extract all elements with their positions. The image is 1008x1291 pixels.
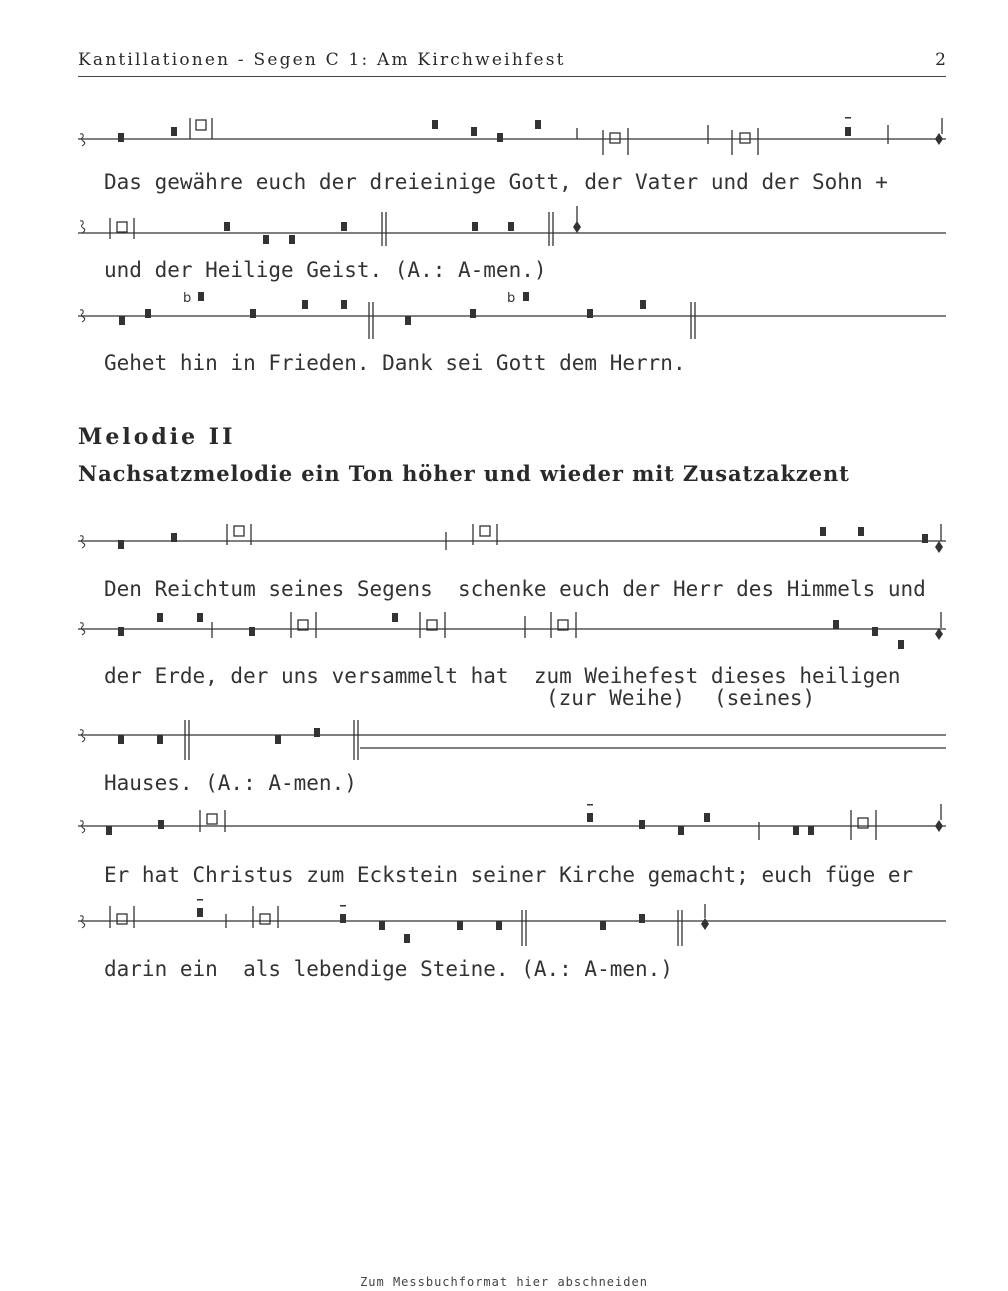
neume-group [227, 524, 941, 550]
page-number: 2 [935, 50, 946, 70]
neume-group [119, 292, 646, 325]
neume-group [200, 804, 941, 840]
lyric-line: der Erde, der uns versammelt hat zum Weihefest dieses heiligen [104, 664, 901, 688]
chant-staff-5 [0, 604, 1008, 654]
lyric-line: und der Heilige Geist. (A.: A-men.) [104, 258, 547, 282]
staff-line [78, 735, 946, 748]
chant-staff-6 [0, 718, 1008, 778]
lyric-line: darin ein als lebendige Steine. (A.: A-men.) [104, 957, 673, 981]
lyric-line: Den Reichtum seines Segens schenke euch der Herr des Himmels und [104, 577, 926, 601]
clef-icon [80, 916, 85, 928]
neume-group [190, 118, 942, 155]
lyric-line: Hauses. (A.: A-men.) [104, 771, 357, 795]
chant-staff-7 [0, 800, 1008, 850]
lyric-line: Gehet hin in Frieden. Dank sei Gott dem Herrn. [104, 351, 686, 375]
chant-staff-4 [0, 516, 1008, 566]
page-header [78, 48, 946, 77]
variant-text: (seines) [714, 686, 816, 710]
clef-icon [80, 536, 85, 548]
variant-text: (zur Weihe) [546, 686, 686, 710]
neume-group [185, 720, 358, 760]
chant-staff-8 [0, 893, 1008, 953]
flat-sign-icon: b [183, 291, 192, 306]
neume-group [106, 804, 943, 835]
neume-group [369, 302, 695, 339]
neume-group [118, 527, 943, 553]
section-title: Melodie II [78, 424, 236, 450]
header-title: Kantillationen - Segen C 1: Am Kirchweihfest [78, 50, 566, 70]
neume-group [212, 612, 941, 638]
clef-icon [80, 821, 85, 833]
section-subtitle: Nachsatzmelodie ein Ton höher und wieder mit Zusatzakzent [78, 461, 850, 486]
flat-sign-icon: b [507, 291, 516, 306]
clef-icon [80, 221, 85, 233]
lyric-line: Er hat Christus zum Eckstein seiner Kirche gemacht; euch füge er [104, 863, 914, 887]
neume-group [118, 117, 943, 145]
chant-staff-1 [0, 112, 1008, 162]
lyric-line: Das gewähre euch der dreieinige Gott, der Vater und der Sohn + [104, 170, 888, 194]
chant-staff-3 [0, 285, 1008, 345]
chant-staff-2 [0, 204, 1008, 254]
neume-group [118, 728, 320, 744]
neume-group [118, 613, 943, 649]
footer-note: Zum Messbuchformat hier abschneiden [360, 1275, 648, 1289]
clef-icon [80, 134, 85, 146]
clef-icon [80, 730, 85, 742]
